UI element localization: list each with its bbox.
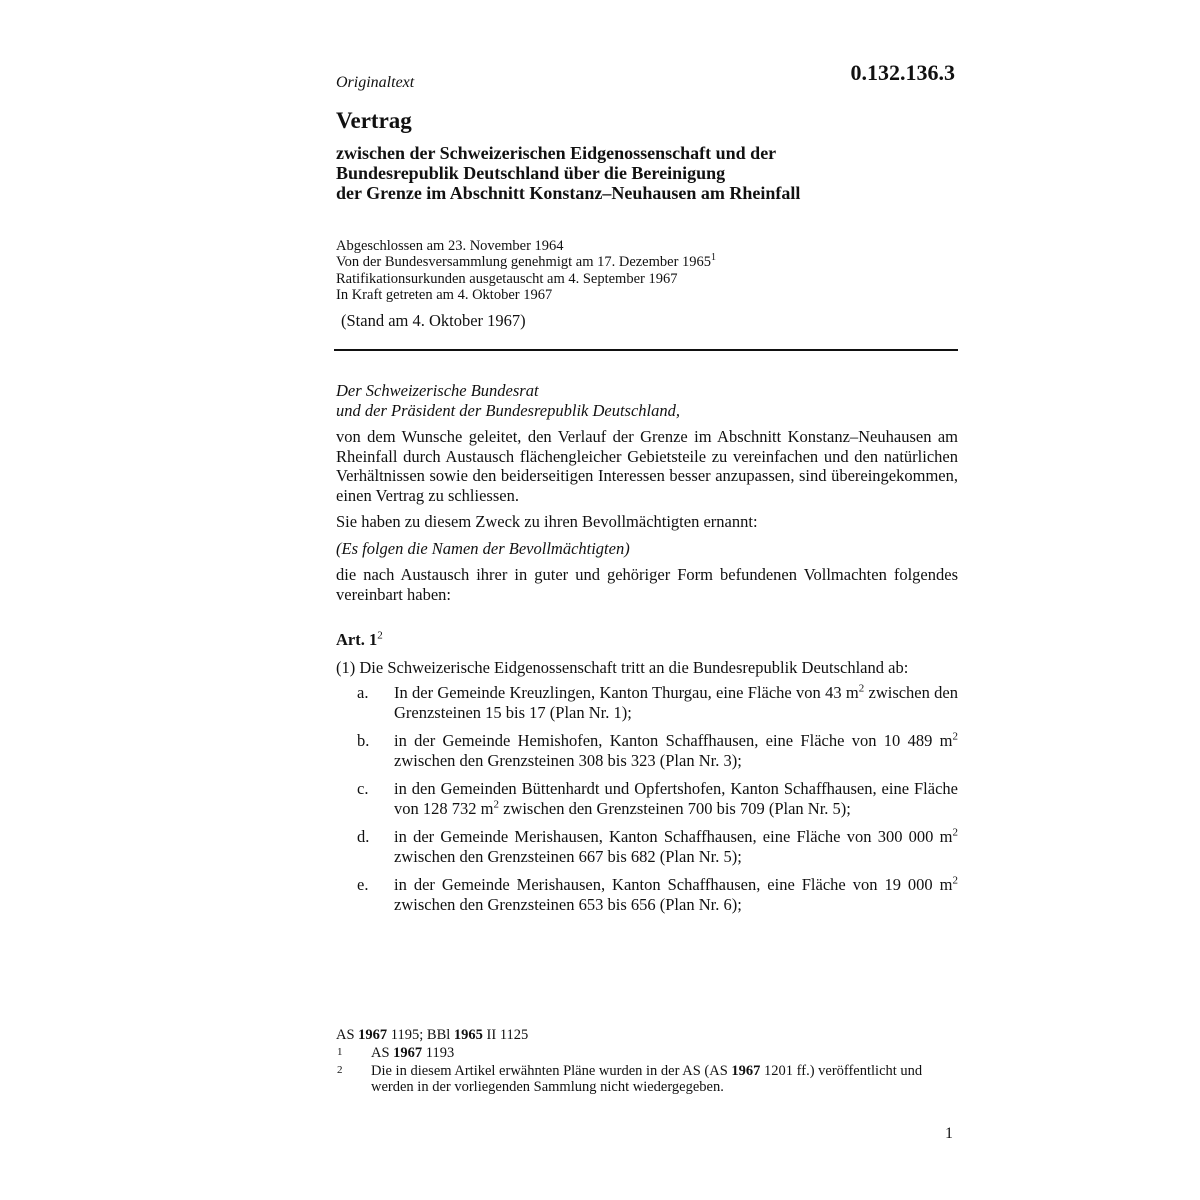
doc-number: 0.132.136.3 bbox=[850, 60, 955, 85]
article-heading bbox=[336, 630, 958, 650]
concluded-date: Abgeschlossen am 23. November 1964 bbox=[336, 238, 564, 254]
superscript: 2 bbox=[858, 682, 865, 695]
article-paragraph: (1) Die Schweizerische Eidgenossenschaft tritt an die Bundesrepublik Deutschland ab: bbox=[336, 657, 909, 677]
list-item bbox=[336, 875, 958, 914]
footnote-text: AS bbox=[371, 1045, 394, 1061]
list-item-text: in der Gemeinde Merishausen, Kanton Schaffhausen, eine Fläche von 300 000 m bbox=[394, 827, 953, 846]
subtitle-line: Bundesrepublik Deutschland über die Bereinigung bbox=[336, 163, 726, 183]
approved-date bbox=[336, 254, 958, 270]
footnote-number: 1 bbox=[337, 1046, 343, 1058]
footnote-2 bbox=[336, 1063, 958, 1095]
document-body bbox=[336, 381, 958, 923]
list-item bbox=[336, 683, 958, 722]
source-text: II 1125 bbox=[482, 1027, 529, 1043]
list-item-text: zwischen den Grenzsteinen 667 bis 682 (Plan Nr. 5); bbox=[394, 846, 742, 866]
source-year: 1965 bbox=[453, 1027, 483, 1043]
list-item-text: in den Gemeinden Büttenhardt und Opfertshofen, Kanton Schaffhausen, eine Fläche von 128 732 m bbox=[394, 779, 958, 818]
superscript: 2 bbox=[952, 874, 958, 887]
footnotes bbox=[336, 1027, 958, 1095]
document-title: Vertrag bbox=[336, 108, 412, 133]
preamble-names-note: (Es folgen die Namen der Bevollmächtigten) bbox=[336, 538, 630, 558]
list-item-label: d. bbox=[357, 827, 370, 846]
preamble-plenipotentiaries: Sie haben zu diesem Zweck zu ihren Bevollmächtigten ernannt: bbox=[336, 512, 758, 531]
preamble-parties: Der Schweizerische Bundesrat bbox=[336, 381, 539, 400]
list-item-label: b. bbox=[357, 731, 370, 750]
superscript: 2 bbox=[493, 798, 499, 810]
footnote-ref: 2 bbox=[377, 629, 383, 642]
source-text: AS bbox=[336, 1027, 359, 1043]
list-item bbox=[336, 827, 958, 866]
original-text-label: Originaltext bbox=[336, 74, 415, 91]
preamble-parties: und der Präsident der Bundesrepublik Deutschland, bbox=[336, 400, 681, 420]
footnote-text: 1193 bbox=[422, 1045, 455, 1061]
subtitle-line: zwischen der Schweizerischen Eidgenossenschaft und der bbox=[336, 143, 777, 163]
source-text: 1195; BBl bbox=[387, 1027, 454, 1043]
list-item-text: in der Gemeinde Hemishofen, Kanton Schaffhausen, eine Fläche von 10 489 m bbox=[394, 731, 953, 750]
footnote-number: 2 bbox=[337, 1064, 343, 1076]
status-date: (Stand am 4. Oktober 1967) bbox=[341, 311, 526, 330]
list-item-label: e. bbox=[357, 875, 369, 894]
article-item-list bbox=[336, 683, 958, 914]
subtitle-line: der Grenze im Abschnitt Konstanz–Neuhausen am Rheinfall bbox=[336, 183, 801, 203]
superscript: 2 bbox=[952, 826, 958, 839]
list-item-text: In der Gemeinde Kreuzlingen, Kanton Thurgau, eine Fläche von 43 m bbox=[394, 683, 859, 702]
source-reference bbox=[336, 1027, 958, 1043]
in-force-date: In Kraft getreten am 4. Oktober 1967 bbox=[336, 286, 553, 303]
list-item-text: zwischen den Grenzsteinen 15 bis 17 (Plan Nr. 1); bbox=[394, 683, 958, 722]
approved-text: Von der Bundesversammlung genehmigt am 17. Dezember 1965 bbox=[336, 254, 712, 271]
article-heading-text: Art. 1 bbox=[336, 630, 378, 649]
source-year: 1967 bbox=[358, 1027, 388, 1043]
list-item-label: c. bbox=[357, 779, 369, 798]
header-divider bbox=[334, 349, 958, 351]
preamble-intent: von dem Wunsche geleitet, den Verlauf der Grenze im Abschnitt Konstanz–Neuhausen am Rheinfall durch Austausch flächengleicher Gebietsteile zu vereinfachen und den natürlichen Verhältnissen sowie den beiderseitigen Interessen besser anzupassen, sind übereingekommen, einen Vertrag zu schliessen. bbox=[336, 427, 958, 505]
list-item-text: zwischen den Grenzsteinen 700 bis 709 (Plan Nr. 5); bbox=[498, 798, 851, 818]
superscript: 2 bbox=[952, 730, 958, 743]
footnote-year: 1967 bbox=[731, 1063, 761, 1079]
preamble-agreement: die nach Austausch ihrer in guter und gehöriger Form befundenen Vollmachten folgendes vereinbart haben: bbox=[336, 565, 958, 604]
list-item bbox=[336, 731, 958, 770]
ratified-date: Ratifikationsurkunden ausgetauscht am 4. September 1967 bbox=[336, 270, 678, 287]
footnote-year: 1967 bbox=[393, 1045, 423, 1061]
footnote-text: Die in diesem Artikel erwähnten Pläne wurden in der AS (AS bbox=[371, 1063, 732, 1079]
document-subtitle bbox=[336, 143, 958, 203]
footnote-1 bbox=[336, 1045, 958, 1061]
list-item bbox=[336, 779, 958, 818]
footnote-ref: 1 bbox=[711, 252, 717, 264]
list-item-text: zwischen den Grenzsteinen 653 bis 656 (Plan Nr. 6); bbox=[394, 894, 742, 914]
treaty-metadata bbox=[336, 238, 958, 303]
list-item-label: a. bbox=[357, 683, 369, 702]
footnote-text: 1201 ff.) veröffentlicht und werden in der vorliegenden Sammlung nicht wiedergegeben. bbox=[371, 1063, 923, 1095]
page-number: 1 bbox=[945, 1125, 953, 1142]
list-item-text: zwischen den Grenzsteinen 308 bis 323 (Plan Nr. 3); bbox=[394, 750, 742, 770]
list-item-text: in der Gemeinde Merishausen, Kanton Schaffhausen, eine Fläche von 19 000 m bbox=[394, 875, 953, 894]
